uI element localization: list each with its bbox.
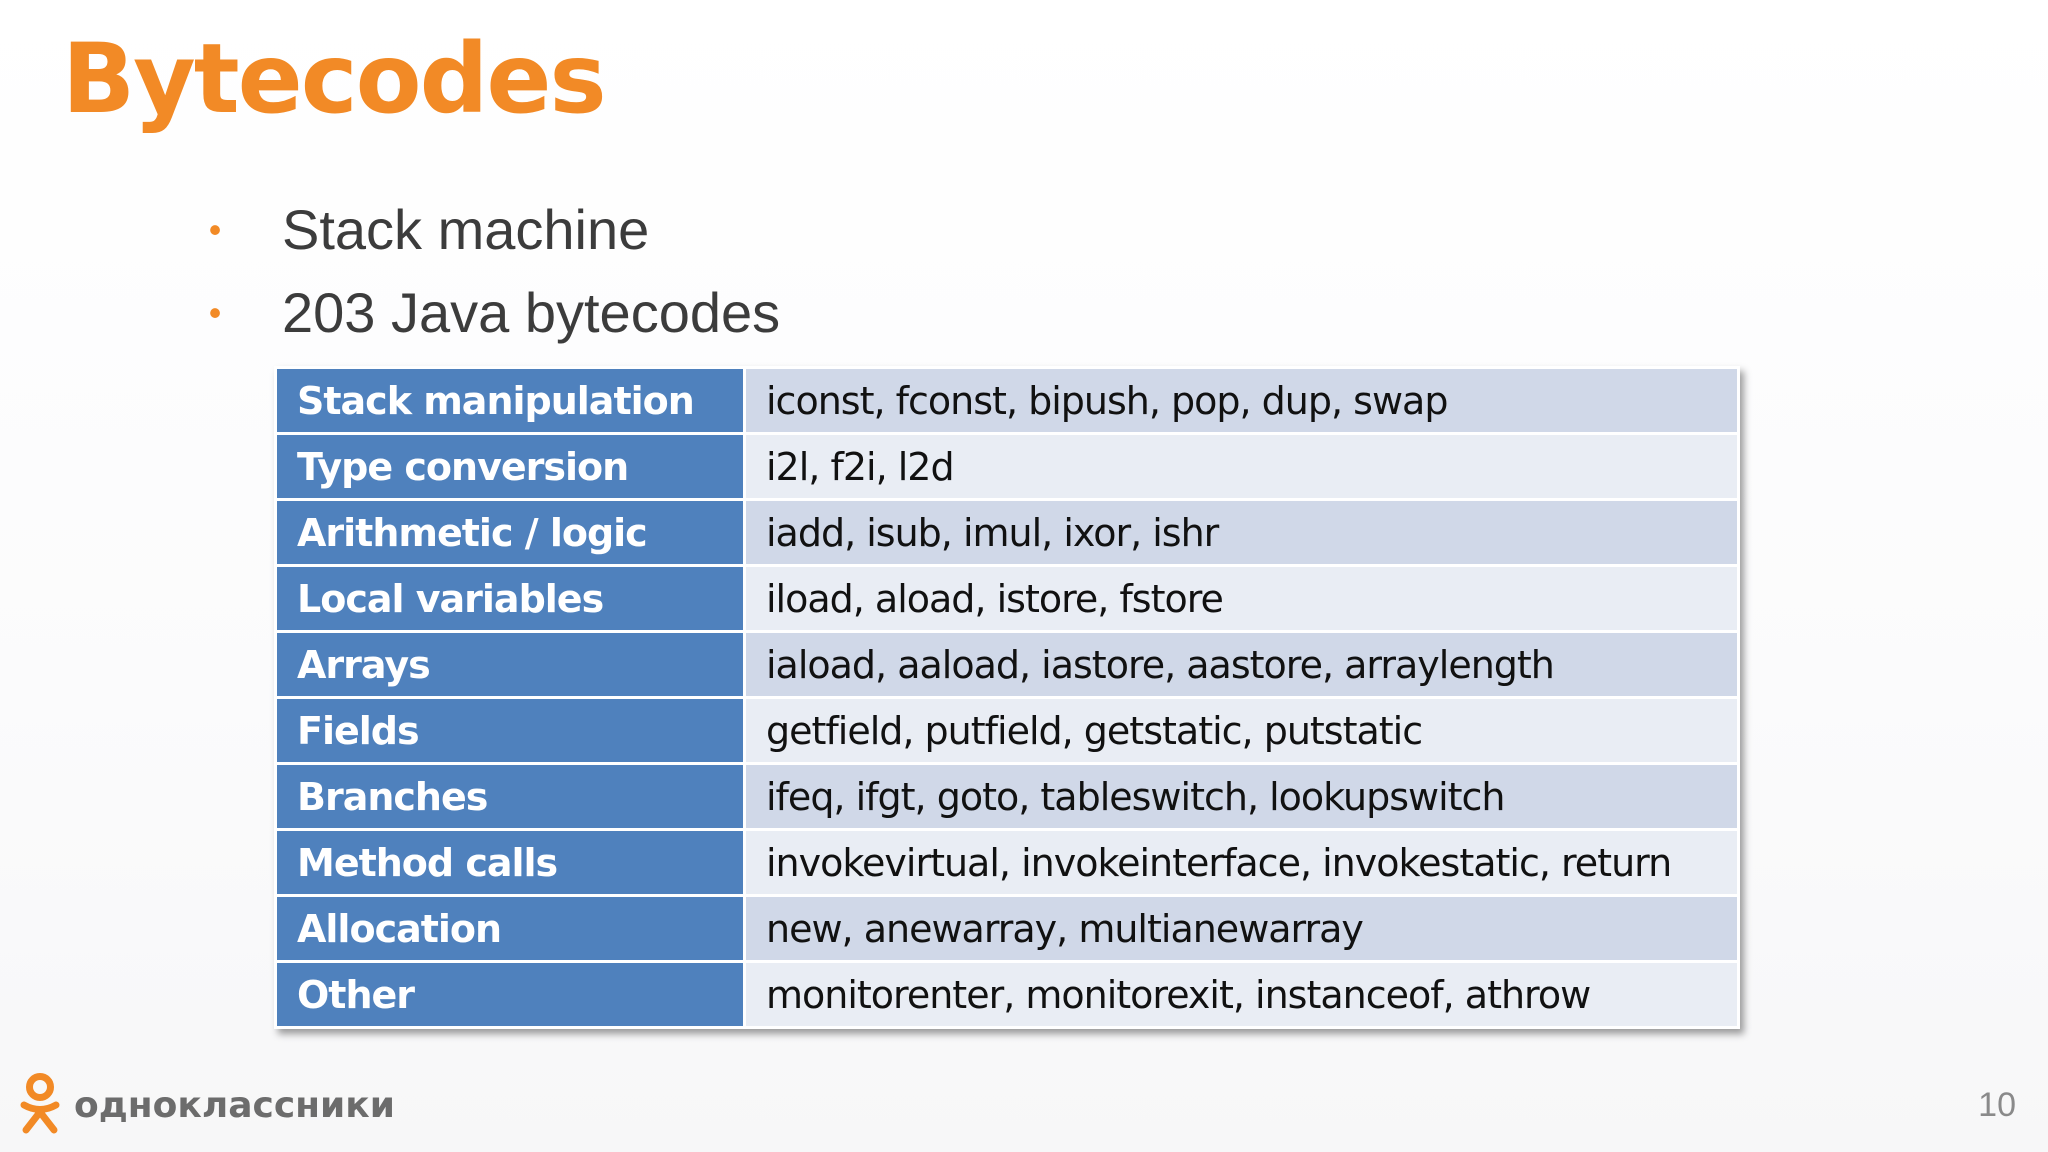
category-cell: Branches <box>276 764 745 830</box>
category-cell: Type conversion <box>276 434 745 500</box>
examples-cell: ifeq, ifgt, goto, tableswitch, lookupswitch <box>745 764 1739 830</box>
table-row <box>276 566 1739 632</box>
table-row <box>276 962 1739 1028</box>
slide-title: Bytecodes <box>62 23 605 135</box>
table-row <box>276 830 1739 896</box>
table-row <box>276 368 1739 434</box>
examples-cell: invokevirtual, invokeinterface, invokestatic, return <box>745 830 1739 896</box>
category-cell: Allocation <box>276 896 745 962</box>
logo-text: одноклассники <box>74 1084 395 1126</box>
bytecode-table-grid <box>274 366 1740 1029</box>
page-number: 10 <box>1978 1086 2016 1124</box>
table-row <box>276 764 1739 830</box>
bullet-list <box>200 188 780 354</box>
category-cell: Stack manipulation <box>276 368 745 434</box>
bullet-text: Stack machine <box>282 198 650 261</box>
odnoklassniki-logo <box>18 1072 395 1138</box>
examples-cell: i2l, f2i, l2d <box>745 434 1739 500</box>
table-row <box>276 434 1739 500</box>
bullet-marker: • <box>208 292 222 333</box>
bullet-marker: • <box>208 209 222 250</box>
category-cell: Local variables <box>276 566 745 632</box>
category-cell: Arithmetic / logic <box>276 500 745 566</box>
bullet-item <box>200 188 780 271</box>
odnoklassniki-logo-icon <box>18 1072 62 1138</box>
category-cell: Method calls <box>276 830 745 896</box>
examples-cell: monitorenter, monitorexit, instanceof, athrow <box>745 962 1739 1028</box>
table-row <box>276 632 1739 698</box>
examples-cell: iload, aload, istore, fstore <box>745 566 1739 632</box>
examples-cell: iconst, fconst, bipush, pop, dup, swap <box>745 368 1739 434</box>
bullet-item <box>200 271 780 354</box>
examples-cell: new, anewarray, multianewarray <box>745 896 1739 962</box>
bytecode-table <box>274 366 1740 1029</box>
category-cell: Other <box>276 962 745 1028</box>
category-cell: Fields <box>276 698 745 764</box>
table-row <box>276 896 1739 962</box>
category-cell: Arrays <box>276 632 745 698</box>
examples-cell: iaload, aaload, iastore, aastore, arraylength <box>745 632 1739 698</box>
table-row <box>276 698 1739 764</box>
bullet-text: 203 Java bytecodes <box>282 281 781 344</box>
examples-cell: getfield, putfield, getstatic, putstatic <box>745 698 1739 764</box>
examples-cell: iadd, isub, imul, ixor, ishr <box>745 500 1739 566</box>
table-row <box>276 500 1739 566</box>
